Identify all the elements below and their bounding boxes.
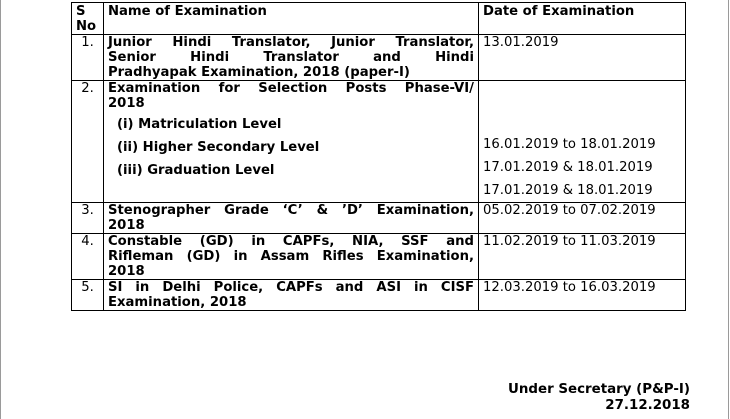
row-sno: 5. bbox=[72, 280, 104, 311]
row-sno: 4. bbox=[72, 234, 104, 280]
row-exam-name bbox=[104, 203, 479, 234]
signature-block bbox=[508, 382, 690, 414]
exam-name-line: Senior Hindi Translator and Hindi bbox=[108, 50, 474, 65]
exam-name-line: 2018 bbox=[108, 218, 145, 233]
sno-header-line-2: No bbox=[76, 19, 97, 34]
exam-name-line: Stenographer Grade ‘C’ & ’D’ Examination, bbox=[108, 203, 474, 218]
exam-name-line: SI in Delhi Police, CAPFs and ASI in CISF bbox=[108, 280, 474, 295]
row-sno: 3. bbox=[72, 203, 104, 234]
row-exam-date: 11.02.2019 to 11.03.2019 bbox=[479, 234, 686, 280]
row-exam-name bbox=[104, 81, 479, 203]
table-row bbox=[72, 81, 686, 203]
exam-name-line: 2018 bbox=[108, 264, 145, 279]
sub-level-higher-secondary: (ii) Higher Secondary Level bbox=[117, 140, 320, 155]
signatory-designation: Under Secretary (P&P-I) bbox=[508, 382, 690, 397]
row-sno: 2. bbox=[72, 81, 104, 203]
name-header: Name of Examination bbox=[104, 3, 479, 35]
row-exam-date: 12.03.2019 to 16.03.2019 bbox=[479, 280, 686, 311]
sub-date-graduation: 17.01.2019 & 18.01.2019 bbox=[483, 183, 653, 198]
exam-name-line: Junior Hindi Translator, Junior Translator, bbox=[108, 35, 474, 50]
row-exam-dates bbox=[479, 81, 686, 203]
row-exam-name bbox=[104, 234, 479, 280]
exam-name-line: Rifleman (GD) in Assam Rifles Examination, bbox=[108, 249, 474, 264]
exam-name-line: 2018 bbox=[108, 96, 145, 111]
row-exam-name bbox=[104, 35, 479, 81]
row-sno: 1. bbox=[72, 35, 104, 81]
exam-name-line: Pradhyapak Examination, 2018 (paper-I) bbox=[108, 65, 410, 80]
examination-schedule-table bbox=[71, 2, 686, 311]
sno-header bbox=[72, 3, 104, 35]
sno-header-line-1: S bbox=[76, 4, 86, 19]
table-row bbox=[72, 35, 686, 81]
page-edge-right bbox=[728, 0, 729, 419]
sub-date-matriculation: 16.01.2019 to 18.01.2019 bbox=[483, 137, 656, 152]
date-header: Date of Examination bbox=[479, 3, 686, 35]
sub-level-graduation: (iii) Graduation Level bbox=[117, 163, 275, 178]
row-exam-date: 13.01.2019 bbox=[479, 35, 686, 81]
page-edge-left bbox=[0, 0, 1, 419]
exam-name-line: Examination, 2018 bbox=[108, 295, 247, 310]
row-exam-name bbox=[104, 280, 479, 311]
sub-level-matriculation: (i) Matriculation Level bbox=[117, 117, 282, 132]
table-row bbox=[72, 203, 686, 234]
table-row bbox=[72, 280, 686, 311]
exam-name-line: Examination for Selection Posts Phase-VI/ bbox=[108, 81, 474, 96]
table-header-row bbox=[72, 3, 686, 35]
table-row bbox=[72, 234, 686, 280]
notice-date: 27.12.2018 bbox=[605, 398, 690, 413]
row-exam-date: 05.02.2019 to 07.02.2019 bbox=[479, 203, 686, 234]
exam-name-line: Constable (GD) in CAPFs, NIA, SSF and bbox=[108, 234, 474, 249]
sub-date-higher-secondary: 17.01.2019 & 18.01.2019 bbox=[483, 160, 653, 175]
